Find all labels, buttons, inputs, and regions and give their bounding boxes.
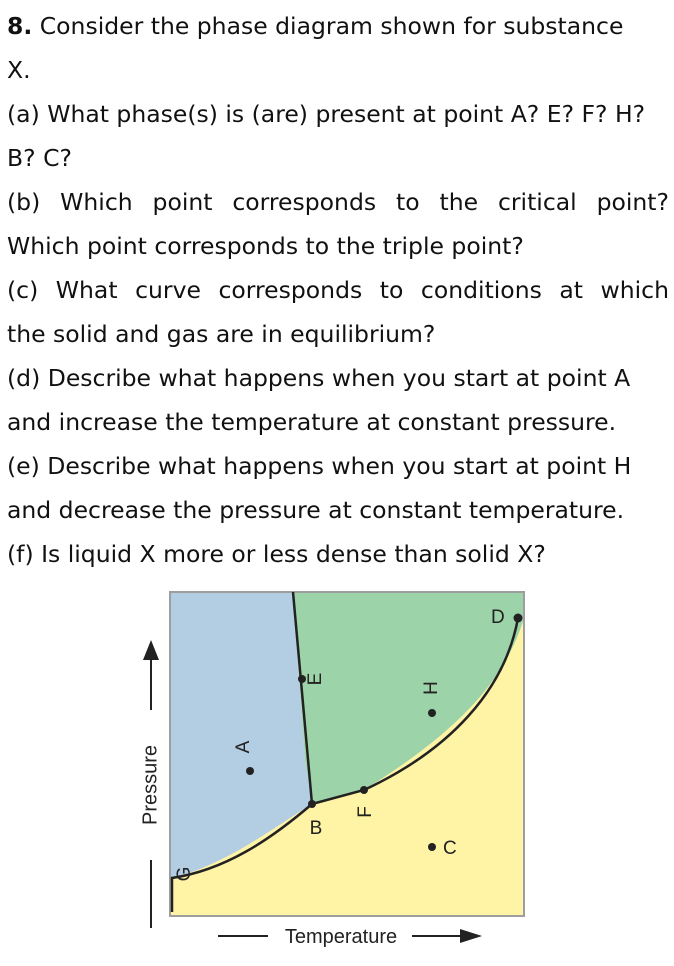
- label-a: A: [233, 740, 255, 754]
- part-b-line-1: (b) Which point corresponds to the critical point?: [7, 188, 669, 216]
- part-a-line-1: (a) What phase(s) is (are) present at point A? E? F? H?: [7, 100, 646, 128]
- part-a-line-2: B? C?: [7, 144, 72, 172]
- part-c-line-2: the solid and gas are in equilibrium?: [7, 320, 436, 348]
- point-f-marker: [360, 786, 368, 794]
- x-axis-label: Temperature: [284, 926, 398, 948]
- question-text: [7, 4, 669, 576]
- part-b-line-2: Which point corresponds to the triple point?: [7, 232, 524, 260]
- point-d-marker: [514, 614, 523, 623]
- part-e-line-1: (e) Describe what happens when you start at point H: [7, 452, 632, 480]
- part-e-line-2: and decrease the pressure at constant temperature.: [7, 496, 625, 524]
- label-d: D: [491, 607, 505, 628]
- label-b: B: [309, 818, 323, 839]
- label-g: G: [174, 866, 196, 882]
- phase-diagram: [0, 580, 674, 966]
- question-number: 8.: [7, 12, 33, 40]
- label-f: F: [355, 806, 377, 818]
- y-axis-label: Pressure: [139, 744, 162, 826]
- part-c-line-1: (c) What curve corresponds to conditions at which: [7, 276, 669, 304]
- label-e: E: [305, 672, 327, 686]
- x-axis-arrow-icon: [460, 929, 482, 943]
- label-h: H: [421, 681, 443, 695]
- question-stem: Consider the phase diagram shown for substance: [39, 12, 624, 40]
- y-axis-arrow-icon: [143, 640, 159, 660]
- question-stem-line-1: [7, 4, 669, 48]
- point-b-marker: [308, 800, 316, 808]
- point-a-marker: [246, 767, 254, 775]
- part-d-line-1: (d) Describe what happens when you start at point A: [7, 364, 631, 392]
- point-c-marker: [428, 843, 436, 851]
- point-h-marker: [428, 709, 436, 717]
- part-f-line-1: (f) Is liquid X more or less dense than solid X?: [7, 540, 546, 568]
- part-d-line-2: and increase the temperature at constant pressure.: [7, 408, 617, 436]
- question-stem-line-2: X.: [7, 56, 31, 84]
- label-c: C: [443, 838, 457, 859]
